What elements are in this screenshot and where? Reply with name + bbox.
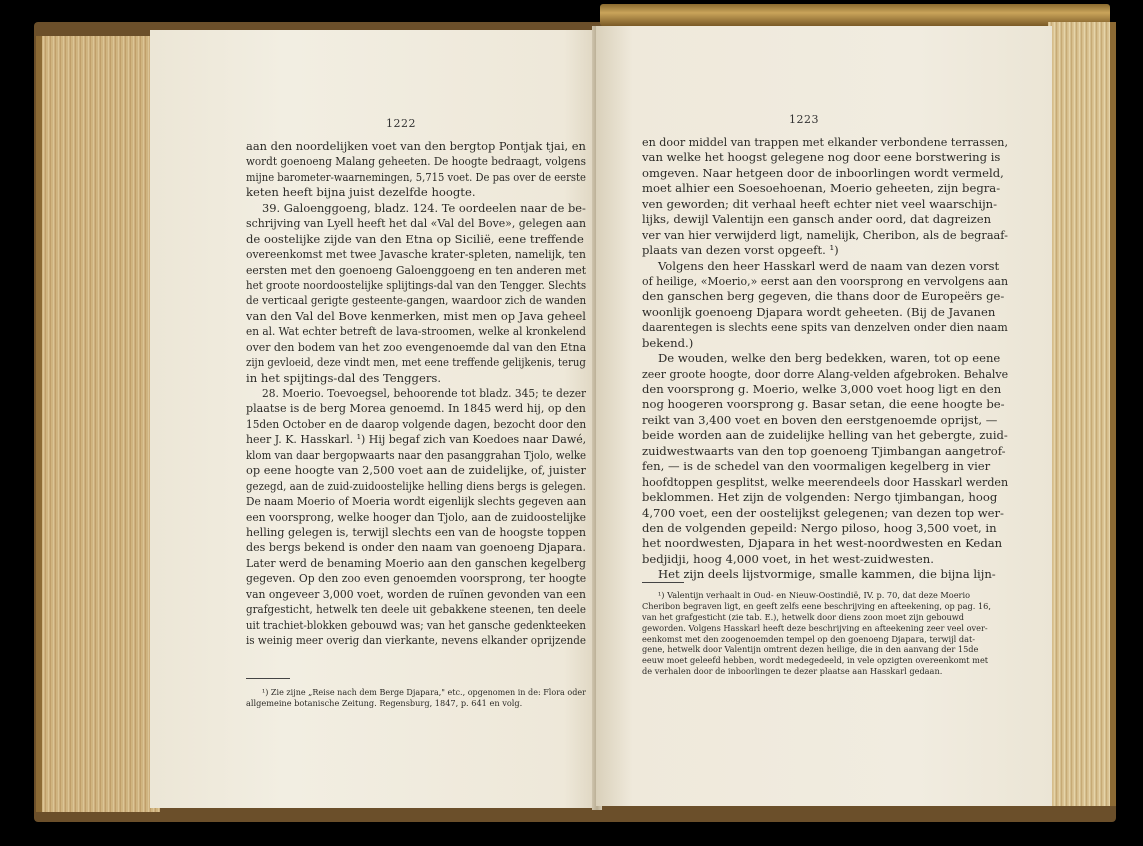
text-line: 4,700 voet, een der oostelijkst gelegenen; van dezen top wer- [642, 505, 1004, 520]
book-spine-top [600, 4, 1110, 26]
page-edges-left [36, 36, 160, 812]
text-line: zuidwestwaarts van den top goenoeng Tjimbangan aangetrof- [642, 443, 1006, 458]
text-line: den voorsprong g. Moerio, welke 3,000 voet hoog ligt en den [642, 382, 1002, 396]
text-line: ven geworden; dit verhaal heeft echter niet veel waarschijn- [642, 196, 998, 211]
page-body-text [642, 135, 1008, 583]
page-edges-right [1048, 22, 1116, 806]
footnote-rule [246, 678, 290, 679]
text-line: keten heeft bijna juist dezelfde hoogte. [246, 185, 476, 200]
text-line: klom van daar bergopwaarts naar den pasanggrahan Tjolo, welke [246, 447, 586, 462]
text-line: uit trachiet-blokken gebouwd was; van het gansche gedenkteeken [246, 617, 586, 632]
text-line: ver van hier verwijderd ligt, namelijk, Cheribon, als de begraaf- [642, 227, 1008, 242]
text-line: reikt van 3,400 voet en boven den eerstgenoemde oprijst, — [642, 412, 998, 427]
text-line: of heilige, «Moerio,» eerst aan den voorsprong en vervolgens aan [642, 273, 1008, 288]
text-line: het noordwesten, Djapara in het west-noordwesten en Kedan [642, 536, 1003, 551]
text-line: is weinig meer overig dan vierkante, nevens elkander oprijzende [246, 633, 586, 647]
text-line: van den Val del Bove kenmerken, mist men op Java geheel [246, 308, 586, 323]
footnote-line: ¹) Zie zijne „Reise nach dem Berge Djapara," etc., opgenomen in de: Flora oder [262, 687, 586, 697]
text-line: daarentegen is slechts eene spits van denzelven onder dien naam [642, 320, 1008, 335]
footnote-rule [642, 582, 684, 583]
footnote-line: gene, hetwelk door Valentijn omtrent dezen heilige, die in den aanvang der 15de [642, 644, 979, 655]
text-line: op eene hoogte van 2,500 voet aan de zuidelijke, of, juister [246, 463, 586, 478]
text-line: bekend.) [642, 335, 694, 350]
page-number: 1223 [789, 113, 819, 126]
footnote-line: Cheribon begraven ligt, en geeft zelfs eene beschrijving en afteekening, op pag. 16, [642, 600, 991, 611]
text-line: overeenkomst met twee Javasche krater-spleten, namelijk, ten [246, 247, 586, 262]
text-line: beklommen. Het zijn de volgenden: Nergo tjimbangan, hoog [642, 490, 998, 505]
text-line: des bergs bekend is onder den naam van goenoeng Djapara. [246, 540, 586, 555]
text-line: van ongeveer 3,000 voet, worden de ruïnen gevonden van een [246, 586, 586, 601]
text-line: de oostelijke zijde van den Etna op Sicilië, eene treffende [246, 231, 584, 246]
text-line: de verticaal gerigte gesteente-gangen, waardoor zich de wanden [246, 293, 586, 308]
text-line: omgeven. Naar hetgeen door de inboorlingen wordt vermeld, [642, 165, 1004, 180]
text-line: in het spijtings-dal des Tenggers. [246, 370, 442, 385]
text-line: zeer groote hoogte, door dorre Alang-velden afgebroken. Behalve [642, 366, 1008, 381]
text-line: eersten met den goenoeng Galoenggoeng en ten anderen met [246, 262, 586, 277]
text-line: Later werd de benaming Moerio aan den ganschen kegelberg [246, 555, 586, 570]
footnote-line: geworden. Volgens Hasskarl heeft deze beschrijving en afteekening zeer veel over- [642, 622, 988, 633]
left-page [150, 30, 600, 808]
text-line: 28. Moerio. Toevoegsel, behoorende tot bladz. 345; te dezer [262, 386, 586, 400]
text-line: moet alhier een Soesoehoenan, Moerio geheeten, zijn begra- [642, 181, 1001, 196]
text-line: een voorsprong, welke hooger dan Tjolo, aan de zuidoostelijke [246, 509, 586, 524]
text-line: over den bodem van het zoo evengenoemde dal van den Etna [246, 339, 586, 354]
text-line: Het zijn deels lijstvormige, smalle kammen, die bijna lijn- [658, 567, 996, 582]
page-number: 1222 [386, 117, 416, 130]
footnote [246, 687, 586, 709]
text-line: gezegd, aan de zuid-zuidoostelijke helling diens bergs is gelegen. [246, 478, 586, 493]
text-line: 39. Galoenggoeng, bladz. 124. Te oordeelen naar de be- [262, 200, 586, 215]
text-line: De wouden, welke den berg bedekken, waren, tot op eene [658, 351, 1001, 366]
text-line: 15den October en de daarop volgende dagen, bezocht door den [246, 416, 586, 431]
text-line: plaatse is de berg Morea genoemd. In 1845 werd hij, op den [246, 401, 586, 416]
text-line: woonlijk goenoeng Djapara wordt geheeten. (Bij de Javanen [642, 304, 996, 319]
footnote-line: eenkomst met den zoogenoemden tempel op den goenoeng Djapara, terwijl dat- [642, 633, 976, 644]
text-line: helling gelegen is, terwijl slechts een van de hoogste toppen [246, 524, 586, 539]
footnote-line: van het grafgesticht (zie tab. E.), hetwelk door diens zoon moet zijn gebouwd [642, 611, 965, 622]
footnote-line: eeuw moet geleefd hebben, wordt medegedeeld, in vele opzigten overeenkomt met [642, 655, 989, 666]
text-line: Volgens den heer Hasskarl werd de naam van dezen vorst [658, 258, 1000, 273]
text-line: en al. Wat echter betreft de lava-stroomen, welke al kronkelend [246, 324, 586, 339]
text-line: schrijving van Lyell heeft het dal «Val del Bove», gelegen aan [246, 216, 586, 231]
text-line: het groote noordoostelijke splijtings-dal van den Tengger. Slechts [246, 277, 586, 292]
text-line: heer J. K. Hasskarl. ¹) Hij begaf zich van Koedoes naar Dawé, [246, 432, 586, 447]
text-line: en door middel van trappen met elkander verbondene terrassen, [642, 135, 1008, 149]
text-line: gegeven. Op den zoo even genoemden voorsprong, ter hoogte [246, 571, 586, 586]
text-line: zijn gevloeid, deze vindt men, met eene treffende gelijkenis, terug [246, 355, 586, 370]
text-line: beide worden aan de zuidelijke helling van het gebergte, zuid- [642, 428, 1008, 443]
text-line: van welke het hoogst gelegene nog door eene borstwering is [642, 150, 1001, 165]
footnote-line: de verhalen door de inboorlingen te dezer plaatse aan Hasskarl gedaan. [642, 666, 943, 677]
text-line: nog hoogeren voorsprong g. Basar setan, die eene hoogte be- [642, 397, 1005, 412]
footnote [642, 590, 1008, 677]
footnote-line: allgemeine botanische Zeitung. Regensburg, 1847, p. 641 en volg. [246, 697, 523, 708]
text-line: lijks, dewijl Valentijn een gansch ander oord, dat dagreizen [642, 212, 992, 227]
text-line: den de volgenden gepeild: Nergo piloso, hoog 3,500 voet, in [642, 520, 997, 535]
text-line: aan den noordelijken voet van den bergtop Pontjak tjai, en [246, 139, 586, 153]
text-line: bedjidji, hoog 4,000 voet, in het west-zuidwesten. [642, 551, 934, 566]
footnote-line: ¹) Valentijn verhaalt in Oud- en Nieuw-Oostindië, IV. p. 70, dat deze Moerio [658, 590, 971, 600]
text-line: plaats van dezen vorst opgeeft. ¹) [642, 243, 839, 258]
text-line: den ganschen berg gegeven, die thans door de Europeërs ge- [642, 289, 1005, 304]
page-body-text [246, 139, 586, 648]
text-line: fen, — is de schedel van den voormaligen kegelberg in vier [642, 459, 991, 474]
text-line: wordt goenoeng Malang geheeten. De hoogte bedraagt, volgens [246, 154, 586, 169]
text-line: grafgesticht, hetwelk ten deele uit gebakkene steenen, ten deele [246, 602, 586, 617]
text-line: hoofdtoppen gesplitst, welke meerendeels door Hasskarl werden [642, 474, 1008, 489]
text-line: mijne barometer-waarnemingen, 5,715 voet. De pas over de eerste [246, 169, 586, 184]
text-line: De naam Moerio of Moeria wordt eigenlijk slechts gegeven aan [246, 494, 586, 509]
right-page [596, 26, 1052, 806]
